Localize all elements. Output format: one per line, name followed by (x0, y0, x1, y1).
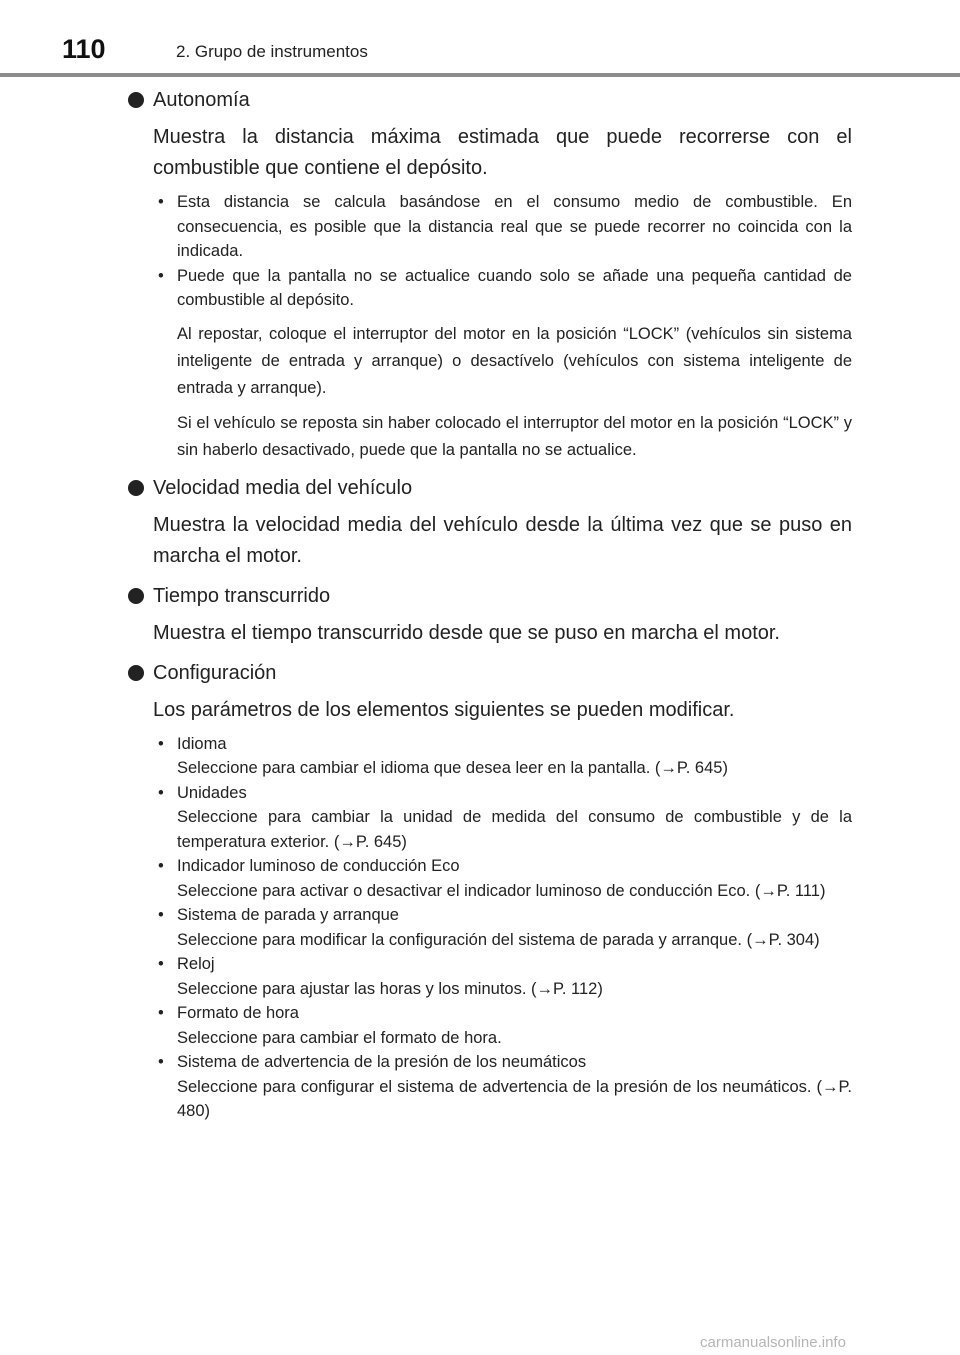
settings-item-name: • Sistema de parada y arranque (177, 906, 399, 924)
settings-item-desc: Seleccione para cambiar el idioma que desea leer en la pantalla. (→P. 645) (177, 759, 728, 777)
section-title: Tiempo transcurrido (153, 584, 331, 607)
bullet-dot-icon (128, 665, 144, 681)
settings-item-idioma (153, 732, 852, 781)
section-body: Muestra la distancia máxima estimada que puede recorrerse con el combustible que contiene el depósito. (153, 126, 852, 179)
section-heading-velocidad-media (128, 474, 852, 502)
settings-item-desc: Seleccione para configurar el sistema de advertencia de la presión de los neumáticos. (→P. 480) (177, 1077, 852, 1120)
note-paragraph: Al repostar, coloque el interruptor del motor en la posición “LOCK” (vehículos sin sistema inteligente de entrada y arranque) o desactívelo (vehículos con sistema inteligente de entrada y arranque). (177, 324, 852, 397)
settings-item-desc: Seleccione para ajustar las horas y los minutos. (→P. 112) (177, 979, 603, 998)
header-rule (0, 73, 960, 77)
bullet-dot-icon (128, 92, 144, 108)
section-heading-configuracion (128, 659, 852, 687)
page-number: 110 (62, 34, 106, 64)
bullet-dot-icon (128, 480, 144, 496)
settings-item-desc: Seleccione para activar o desactivar el indicador luminoso de conducción Eco. (→P. 111) (177, 881, 826, 900)
settings-list (128, 732, 852, 1124)
bullet-list (128, 190, 852, 313)
section-title: Velocidad media del vehículo (153, 476, 413, 499)
settings-item-eco (153, 854, 852, 903)
settings-item-name: • Indicador luminoso de conducción Eco (177, 857, 460, 875)
settings-item-name: • Sistema de advertencia de la presión de los neumáticos (177, 1053, 587, 1071)
settings-item-name: • Unidades (177, 783, 247, 802)
page-content (128, 86, 852, 1124)
section-body: Los parámetros de los elementos siguientes se pueden modificar. (153, 698, 735, 721)
settings-item-parada-arranque (153, 903, 852, 952)
bullet-dot-icon (128, 588, 144, 604)
section-body: Muestra la velocidad media del vehículo desde la última vez que se puso en marcha el motor. (153, 513, 852, 567)
list-item: • Puede que la pantalla no se actualice cuando solo se añade una pequeña cantidad de combustible al depósito. (153, 264, 852, 313)
settings-item-reloj (153, 952, 852, 1001)
settings-item-desc: Seleccione para modificar la configuración del sistema de parada y arranque. (→P. 304) (177, 930, 820, 949)
list-item: • Esta distancia se calcula basándose en el consumo medio de combustible. En consecuencia, es posible que la distancia real que se puede recorrer no coincida con la indicada. (153, 190, 852, 264)
settings-item-name: • Reloj (177, 955, 215, 973)
section-body: Muestra el tiempo transcurrido desde que se puso en marcha el motor. (153, 621, 780, 644)
settings-item-desc: Seleccione para cambiar la unidad de medida del consumo de combustible y de la temperatura exterior. (→P. 645) (177, 808, 852, 851)
settings-item-name: • Formato de hora (177, 1004, 299, 1022)
section-title: Configuración (153, 661, 277, 684)
section-title: Autonomía (153, 89, 250, 111)
settings-item-desc: Seleccione para cambiar el formato de hora. (177, 1028, 502, 1047)
settings-item-unidades (153, 781, 852, 855)
chapter-title: 2. Grupo de instrumentos (176, 42, 368, 61)
note-paragraph: Si el vehículo se reposta sin haber colocado el interruptor del motor en la posición “LOCK” y sin haberlo desactivado, puede que la pantalla no se actualice. (177, 413, 852, 459)
section-heading-tiempo-transcurrido (128, 582, 852, 610)
section-heading-autonomia (128, 86, 852, 114)
settings-item-name: • Idioma (177, 734, 227, 753)
page-header (0, 0, 960, 78)
watermark: carmanualsonline.info (700, 1334, 846, 1351)
settings-item-formato-hora (153, 1001, 852, 1050)
settings-item-presion-neumaticos (153, 1050, 852, 1124)
